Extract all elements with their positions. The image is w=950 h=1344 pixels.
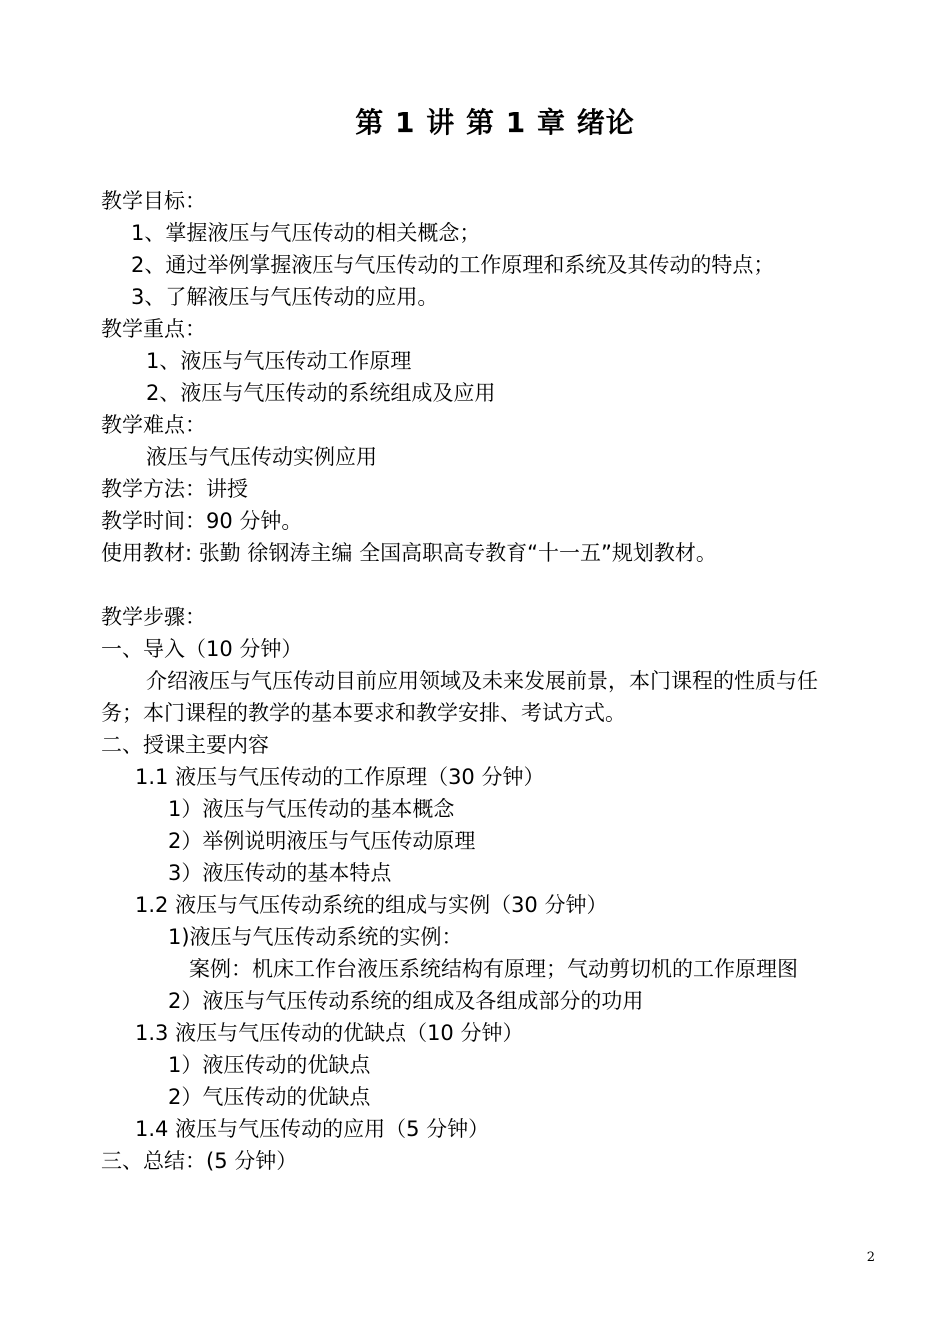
objectives-heading: 教学目标： [101, 189, 206, 213]
summary-heading: 三、总结：(5 分钟） [101, 1149, 298, 1173]
section-item: 2）举例说明液压与气压传动原理 [168, 829, 476, 853]
teaching-time: 教学时间：90 分钟。 [101, 509, 303, 533]
difficulties-heading: 教学难点： [101, 413, 206, 437]
key-point-item: 1、液压与气压传动工作原理 [146, 349, 412, 373]
key-point-item: 2、液压与气压传动的系统组成及应用 [146, 381, 496, 405]
page-number: 2 [866, 1250, 875, 1265]
key-points-heading: 教学重点： [101, 317, 206, 341]
intro-paragraph-line: 务；本门课程的教学的基本要求和教学安排、考试方式。 [101, 701, 626, 725]
objective-item: 1、掌握液压与气压传动的相关概念； [131, 221, 481, 245]
page-title: 第 1 讲 第 1 章 绪论 [355, 106, 635, 139]
section-1-1: 1.1 液压与气压传动的工作原理（30 分钟） [135, 765, 545, 789]
section-1-3: 1.3 液压与气压传动的优缺点（10 分钟） [135, 1021, 524, 1045]
steps-heading: 教学步骤： [101, 605, 206, 629]
textbook: 使用教材: 张勤 徐钢涛主编 全国高职高专教育“十一五”规划教材。 [101, 541, 717, 565]
objective-item: 2、通过举例掌握液压与气压传动的工作原理和系统及其传动的特点； [131, 253, 775, 277]
intro-heading: 一、导入（10 分钟） [101, 637, 303, 661]
section-item: 2）液压与气压传动系统的组成及各组成部分的功用 [168, 989, 644, 1013]
section-item: 1）液压与气压传动的基本概念 [168, 797, 455, 821]
intro-paragraph-line: 介绍液压与气压传动目前应用领域及未来发展前景，本门课程的性质与任 [146, 669, 818, 693]
objective-item: 3、了解液压与气压传动的应用。 [131, 285, 439, 309]
section-1-2: 1.2 液压与气压传动系统的组成与实例（30 分钟） [135, 893, 608, 917]
section-item: 1）液压传动的优缺点 [168, 1053, 371, 1077]
case-line: 案例：机床工作台液压系统结构有原理；气动剪切机的工作原理图 [189, 957, 798, 981]
teaching-method: 教学方法：讲授 [101, 477, 248, 501]
section-item: 1)液压与气压传动系统的实例： [168, 925, 463, 949]
main-content-heading: 二、授课主要内容 [101, 733, 269, 757]
section-item: 3）液压传动的基本特点 [168, 861, 392, 885]
section-1-4: 1.4 液压与气压传动的应用（5 分钟） [135, 1117, 490, 1141]
section-item: 2）气压传动的优缺点 [168, 1085, 371, 1109]
difficulty-item: 液压与气压传动实例应用 [146, 445, 377, 469]
